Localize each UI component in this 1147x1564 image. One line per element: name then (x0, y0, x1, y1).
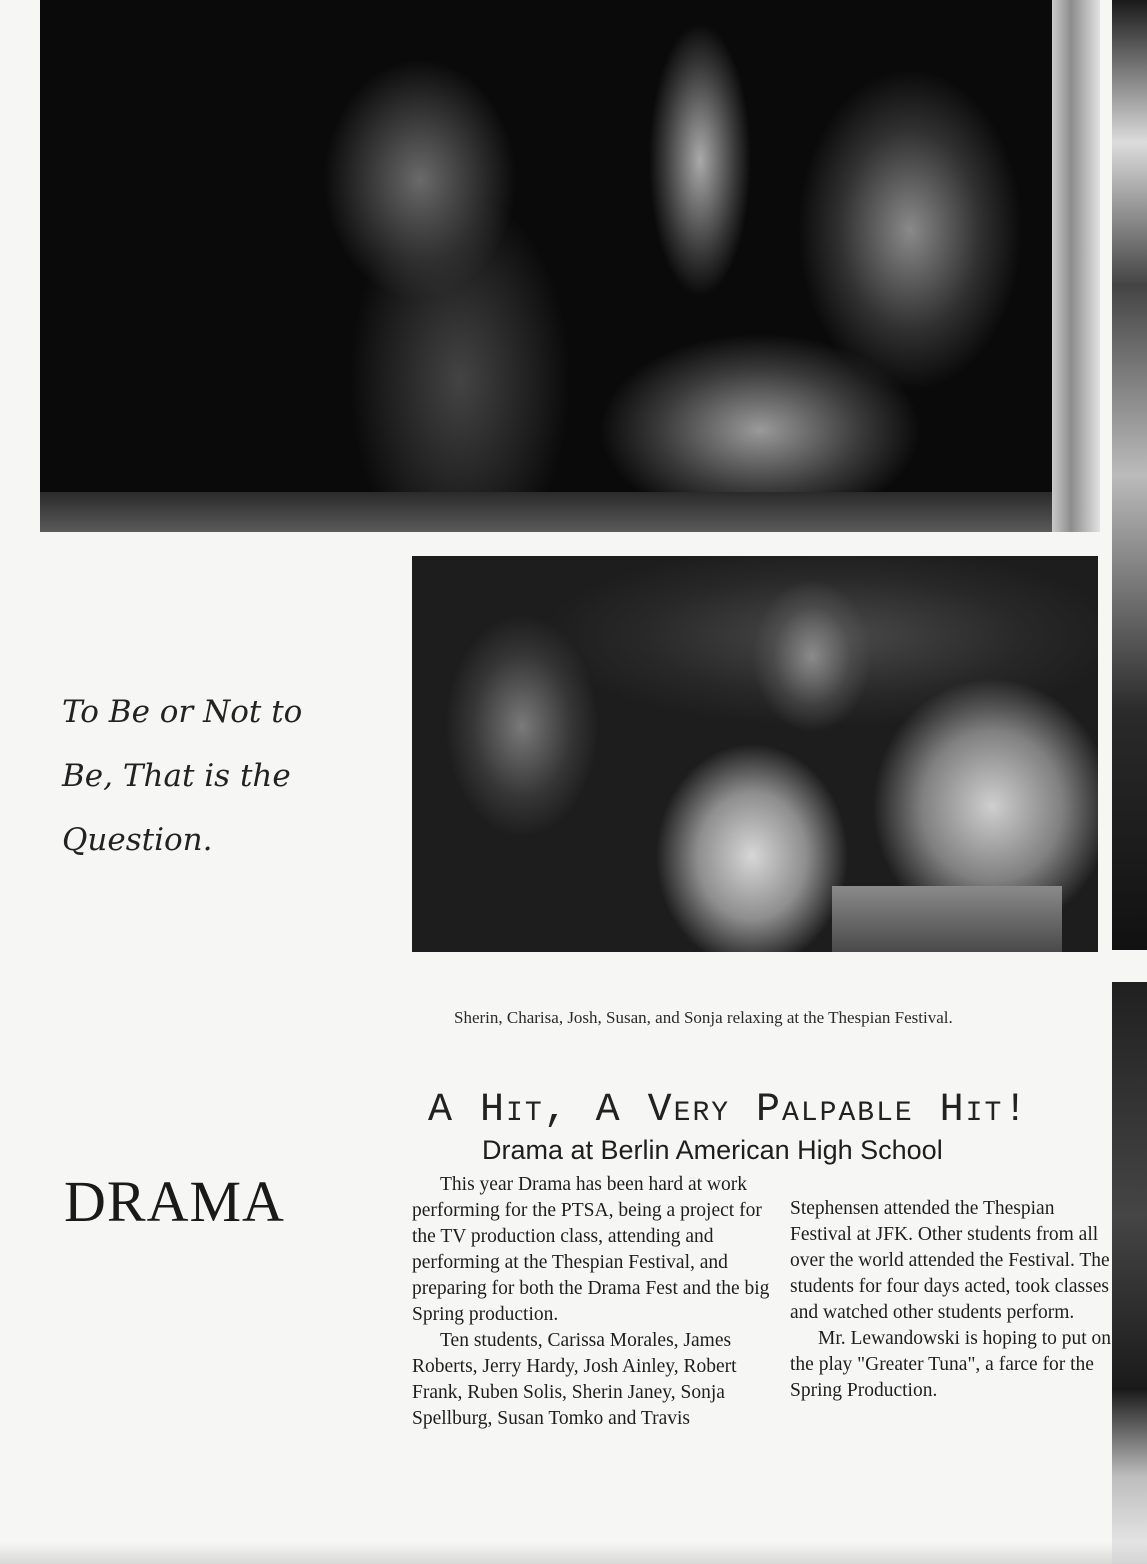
article-paragraph: Stephensen attended the Thespian Festival at JFK. Other students from all over the world attended the Festival. The students for four days acted, took classes and watched other students perform. (790, 1198, 1110, 1323)
article-column-1 (412, 1172, 784, 1432)
section-title: DRAMA (64, 1169, 285, 1234)
article-subhead: Drama at Berlin American High School (482, 1135, 943, 1165)
adjacent-page-photo-edge (1112, 0, 1147, 950)
article-paragraph: Ten students, Carissa Morales, James Roberts, Jerry Hardy, Josh Ainley, Robert Frank, Ruben Solis, Sherin Janey, Sonja Spellburg, Susan Tomko and Travis (412, 1330, 737, 1429)
thespian-festival-photo (412, 556, 1098, 952)
stage-performance-photo (40, 0, 1100, 532)
article-column-2 (790, 1196, 1120, 1416)
side-quote: To Be or Not to Be, That is the Question. (62, 694, 303, 858)
photo-caption: Sherin, Charisa, Josh, Susan, and Sonja relaxing at the Thespian Festival. (454, 1008, 953, 1027)
backdrop-edge (1052, 0, 1100, 532)
article-paragraph: This year Drama has been hard at work performing for the PTSA, being a project for the TV production class, attending and performing at the Thespian Festival, and preparing for both the Drama Fest and the big Spring production. (412, 1174, 770, 1325)
page-bottom-shadow (0, 1542, 1147, 1564)
table (832, 886, 1062, 952)
article-paragraph: Mr. Lewandowski is hoping to put on the play "Greater Tuna", a farce for the Spring Production. (790, 1328, 1112, 1401)
article-headline: A Hit, A Very Palpable Hit! (428, 1088, 1030, 1133)
stage-floor (40, 492, 1100, 532)
